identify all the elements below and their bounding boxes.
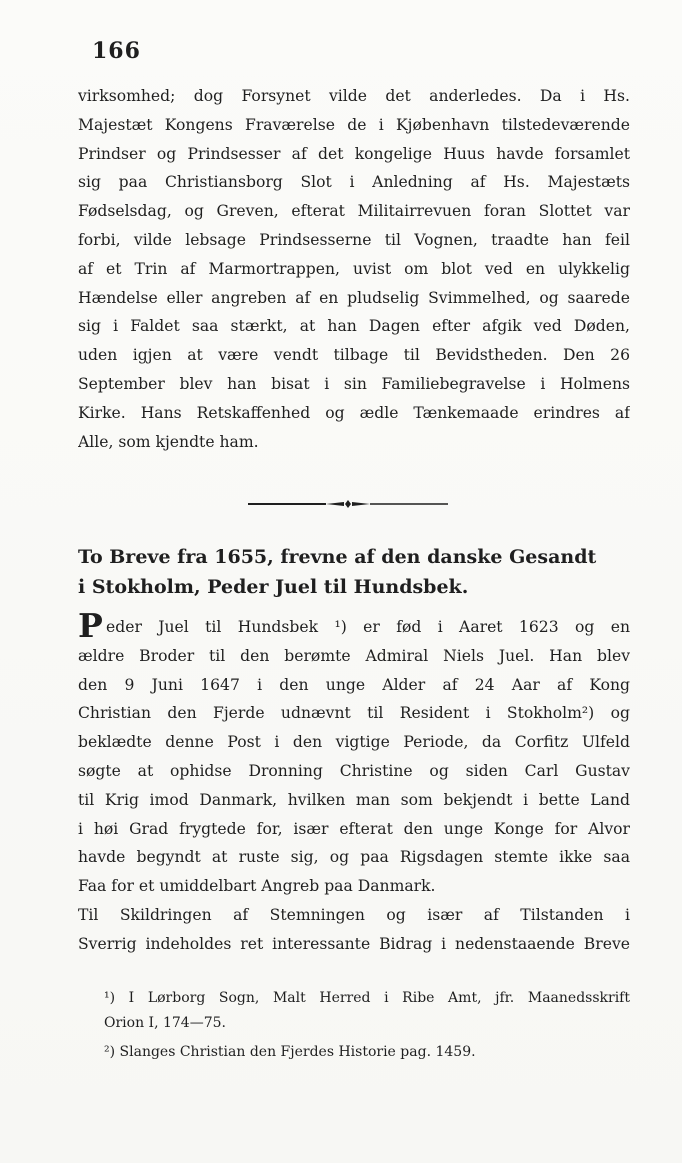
first-line-text: eder Juel til Hundsbek ¹) er fød i Aaret 1623 og en xyxy=(106,618,630,636)
text-line: af et Trin af Marmortrappen, uvist om blot ved en ulykkelig xyxy=(78,259,630,278)
text-line: Majestæt Kongens Fraværelse de i Kjøbenhavn tilstedeværende xyxy=(78,115,630,134)
text-line: Christian den Fjerde udnævnt til Resident i Stokholm²) og xyxy=(78,704,630,723)
text-line: Hændelse eller angreben af en pludselig Svimmelhed, og saarede xyxy=(78,288,630,307)
text-line: søgte at ophidse Dronning Christine og siden Carl Gustav xyxy=(78,761,630,780)
text-line: Alle, som kjendte ham. xyxy=(78,432,259,451)
text-line: sig i Faldet saa stærkt, at han Dagen efter afgik ved Døden, xyxy=(78,317,630,336)
text-line: forbi, vilde lebsage Prindsesserne til Vognen, traadte han feil xyxy=(78,230,630,249)
text-line: September blev han bisat i sin Familiebegravelse i Holmens xyxy=(78,374,630,393)
footnote-line: ²) Slanges Christian den Fjerdes Historie pag. 1459. xyxy=(104,1044,476,1060)
text-line: virksomhed; dog Forsynet vilde det anderledes. Da i Hs. xyxy=(78,87,630,105)
text-line: uden igjen at være vendt tilbage til Bevidstheden. Den 26 xyxy=(78,346,630,365)
text-line: Kirke. Hans Retskaffenhed og ædle Tænkemaade erindres af xyxy=(78,403,630,422)
text-line: til Krig imod Danmark, hvilken man som bekjendt i bette Land xyxy=(78,790,630,809)
text-line: Fødselsdag, og Greven, efterat Militairrevuen foran Slottet var xyxy=(78,202,630,221)
footnote-line: ¹) I Lørborg Sogn, Malt Herred i Ribe Amt, jfr. Maanedsskrift xyxy=(104,990,630,1006)
text-line: Faa for et umiddelbart Angreb paa Danmark. xyxy=(78,877,436,896)
text-line: i høi Grad frygtede for, især efterat den unge Konge for Alvor xyxy=(78,819,630,838)
section-previous-text xyxy=(78,82,630,456)
article-title xyxy=(78,542,630,602)
text-line: havde begyndt at ruste sig, og paa Rigsdagen stemte ikke saa xyxy=(78,848,630,867)
text-line: Til Skildringen af Stemningen og især af Tilstanden i xyxy=(78,905,630,924)
first-text-line xyxy=(78,613,630,642)
drop-cap: P xyxy=(78,613,103,642)
fleuron-divider xyxy=(248,494,448,504)
title-line: i Stokholm, Peder Juel til Hundsbek. xyxy=(78,576,469,598)
footnotes xyxy=(104,986,630,1065)
text-line: ældre Broder til den berømte Admiral Niels Juel. Han blev xyxy=(78,646,630,665)
footnote-line: Orion I, 174—75. xyxy=(104,1015,226,1031)
text-line: den 9 Juni 1647 i den unge Alder af 24 Aar af Kong xyxy=(78,675,630,694)
page-number: 166 xyxy=(92,38,141,64)
text-line: Prindser og Prindsesser af det kongelige Huus havde forsamlet xyxy=(78,144,630,163)
text-line: sig paa Christiansborg Slot i Anledning af Hs. Majestæts xyxy=(78,173,630,192)
article-body xyxy=(78,613,630,959)
text-line: beklædte denne Post i den vigtige Periode, da Corfitz Ulfeld xyxy=(78,733,630,752)
title-line: To Breve fra 1655, frevne af den danske Gesandt xyxy=(78,546,597,568)
text-line: Sverrig indeholdes ret interessante Bidrag i nedenstaaende Breve xyxy=(78,934,630,953)
